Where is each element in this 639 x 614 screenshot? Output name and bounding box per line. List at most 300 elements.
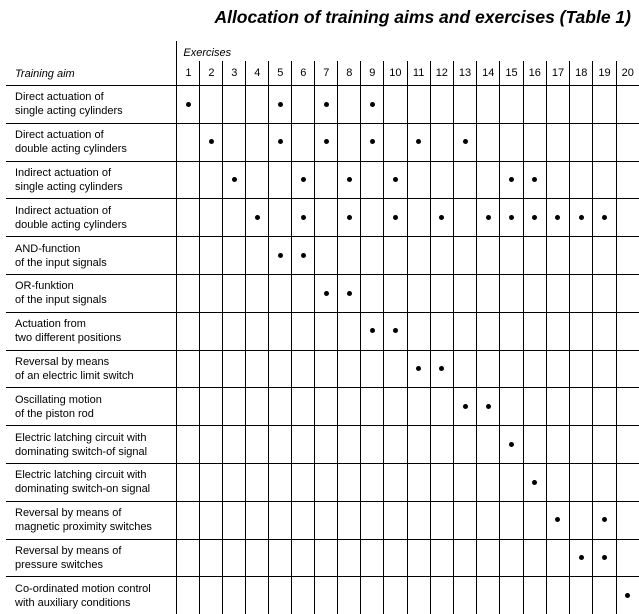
allocation-cell xyxy=(223,123,246,161)
allocation-cell xyxy=(338,237,361,275)
allocation-cell xyxy=(593,237,616,275)
allocation-cell xyxy=(570,463,593,501)
allocation-cell xyxy=(546,463,569,501)
allocation-cell xyxy=(407,539,430,577)
table-row xyxy=(6,161,639,199)
training-aim-line-2: magnetic proximity switches xyxy=(15,520,176,534)
exercise-number-11: 11 xyxy=(407,61,430,86)
allocation-cell xyxy=(523,274,546,312)
allocation-cell xyxy=(616,274,639,312)
allocation-cell xyxy=(477,86,500,124)
table-row xyxy=(6,426,639,464)
exercise-number-19: 19 xyxy=(593,61,616,86)
allocation-cell xyxy=(593,539,616,577)
allocation-cell xyxy=(246,539,269,577)
allocation-cell xyxy=(361,86,384,124)
allocation-cell xyxy=(546,86,569,124)
table-row xyxy=(6,388,639,426)
allocation-cell xyxy=(593,388,616,426)
allocation-dot xyxy=(579,555,584,560)
table-row xyxy=(6,86,639,124)
allocation-cell xyxy=(477,199,500,237)
allocation-cell xyxy=(315,161,338,199)
allocation-cell xyxy=(546,199,569,237)
allocation-cell xyxy=(546,388,569,426)
training-aim-line-2: pressure switches xyxy=(15,558,176,572)
training-aim-label xyxy=(6,161,177,199)
allocation-cell xyxy=(407,501,430,539)
allocation-cell xyxy=(500,463,523,501)
allocation-cell xyxy=(315,237,338,275)
allocation-cell xyxy=(593,426,616,464)
allocation-cell xyxy=(338,501,361,539)
allocation-cell xyxy=(570,350,593,388)
allocation-cell xyxy=(361,161,384,199)
allocation-cell xyxy=(453,86,476,124)
training-aim-line-2: single acting cylinders xyxy=(15,104,176,118)
allocation-dot xyxy=(439,215,444,220)
allocation-cell xyxy=(223,312,246,350)
allocation-cell xyxy=(593,199,616,237)
allocation-cell xyxy=(453,350,476,388)
allocation-cell xyxy=(246,274,269,312)
training-aim-label xyxy=(6,199,177,237)
allocation-dot xyxy=(209,139,214,144)
table-row xyxy=(6,237,639,275)
training-aim-line-1: Indirect actuation of xyxy=(15,166,176,180)
allocation-cell xyxy=(177,426,200,464)
allocation-cell xyxy=(430,463,453,501)
allocation-cell xyxy=(338,274,361,312)
allocation-cell xyxy=(546,237,569,275)
allocation-cell xyxy=(407,123,430,161)
allocation-cell xyxy=(223,274,246,312)
allocation-cell xyxy=(223,463,246,501)
training-aim-label xyxy=(6,312,177,350)
allocation-dot xyxy=(278,253,283,258)
allocation-cell xyxy=(384,577,407,614)
allocation-cell xyxy=(200,312,223,350)
training-aim-line-1: Electric latching circuit with xyxy=(15,431,176,445)
allocation-cell xyxy=(500,237,523,275)
allocation-cell xyxy=(616,539,639,577)
allocation-cell xyxy=(570,388,593,426)
allocation-cell xyxy=(223,237,246,275)
allocation-cell xyxy=(477,161,500,199)
allocation-cell xyxy=(361,237,384,275)
exercises-header: Exercises xyxy=(177,41,639,61)
allocation-cell xyxy=(384,237,407,275)
allocation-cell xyxy=(384,501,407,539)
allocation-cell xyxy=(246,237,269,275)
training-aim-line-2: dominating switch-of signal xyxy=(15,445,176,459)
allocation-cell xyxy=(616,388,639,426)
allocation-table xyxy=(6,41,639,614)
allocation-cell xyxy=(500,426,523,464)
allocation-cell xyxy=(315,350,338,388)
allocation-cell xyxy=(200,161,223,199)
allocation-cell xyxy=(523,426,546,464)
allocation-cell xyxy=(223,539,246,577)
allocation-cell xyxy=(477,388,500,426)
allocation-cell xyxy=(246,350,269,388)
allocation-cell xyxy=(384,274,407,312)
allocation-cell xyxy=(407,274,430,312)
table-row xyxy=(6,577,639,614)
allocation-cell xyxy=(570,161,593,199)
table-row xyxy=(6,312,639,350)
allocation-cell xyxy=(292,161,315,199)
allocation-dot xyxy=(579,215,584,220)
allocation-cell xyxy=(361,350,384,388)
allocation-dot xyxy=(602,215,607,220)
allocation-cell xyxy=(570,539,593,577)
training-aim-line-1: Electric latching circuit with xyxy=(15,468,176,482)
exercise-number-7: 7 xyxy=(315,61,338,86)
allocation-dot xyxy=(532,177,537,182)
training-aim-line-1: Reversal by means of xyxy=(15,544,176,558)
allocation-cell xyxy=(523,388,546,426)
allocation-cell xyxy=(384,312,407,350)
exercise-number-13: 13 xyxy=(453,61,476,86)
allocation-cell xyxy=(269,199,292,237)
allocation-cell xyxy=(593,123,616,161)
allocation-cell xyxy=(246,123,269,161)
allocation-cell xyxy=(292,123,315,161)
allocation-cell xyxy=(430,388,453,426)
training-aim-line-2: of the input signals xyxy=(15,256,176,270)
allocation-dot xyxy=(324,291,329,296)
allocation-cell xyxy=(315,86,338,124)
allocation-dot xyxy=(486,404,491,409)
training-aim-label xyxy=(6,237,177,275)
allocation-cell xyxy=(246,161,269,199)
allocation-cell xyxy=(269,539,292,577)
allocation-cell xyxy=(200,577,223,614)
allocation-cell xyxy=(361,199,384,237)
allocation-cell xyxy=(338,388,361,426)
allocation-cell xyxy=(430,274,453,312)
allocation-cell xyxy=(500,123,523,161)
table-row xyxy=(6,501,639,539)
allocation-cell xyxy=(338,123,361,161)
allocation-cell xyxy=(570,426,593,464)
allocation-cell xyxy=(407,161,430,199)
allocation-cell xyxy=(570,237,593,275)
allocation-dot xyxy=(301,253,306,258)
allocation-cell xyxy=(384,199,407,237)
allocation-cell xyxy=(616,350,639,388)
exercise-number-10: 10 xyxy=(384,61,407,86)
allocation-cell xyxy=(269,237,292,275)
allocation-cell xyxy=(315,123,338,161)
training-aim-label xyxy=(6,426,177,464)
allocation-cell xyxy=(500,501,523,539)
allocation-cell xyxy=(546,274,569,312)
training-aim-line-1: Reversal by means of xyxy=(15,506,176,520)
allocation-cell xyxy=(177,501,200,539)
allocation-cell xyxy=(593,86,616,124)
allocation-dot xyxy=(255,215,260,220)
allocation-cell xyxy=(616,86,639,124)
allocation-cell xyxy=(200,350,223,388)
exercise-number-1: 1 xyxy=(177,61,200,86)
allocation-cell xyxy=(407,237,430,275)
allocation-cell xyxy=(200,237,223,275)
allocation-cell xyxy=(407,86,430,124)
training-aim-line-2: double acting cylinders xyxy=(15,142,176,156)
allocation-dot xyxy=(532,480,537,485)
allocation-cell xyxy=(546,123,569,161)
allocation-cell xyxy=(292,274,315,312)
allocation-cell xyxy=(570,312,593,350)
allocation-cell xyxy=(223,388,246,426)
training-aim-line-2: with auxiliary conditions xyxy=(15,596,176,610)
allocation-cell xyxy=(453,426,476,464)
allocation-cell xyxy=(384,161,407,199)
allocation-dot xyxy=(278,139,283,144)
allocation-dot xyxy=(232,177,237,182)
allocation-cell xyxy=(453,237,476,275)
allocation-dot xyxy=(463,404,468,409)
allocation-cell xyxy=(177,463,200,501)
allocation-dot xyxy=(463,139,468,144)
allocation-cell xyxy=(200,426,223,464)
exercise-number-6: 6 xyxy=(292,61,315,86)
allocation-cell xyxy=(616,237,639,275)
allocation-cell xyxy=(430,501,453,539)
allocation-cell xyxy=(523,539,546,577)
allocation-cell xyxy=(616,199,639,237)
allocation-cell xyxy=(616,577,639,614)
allocation-cell xyxy=(338,539,361,577)
allocation-dot xyxy=(509,442,514,447)
allocation-dot xyxy=(347,177,352,182)
allocation-cell xyxy=(292,577,315,614)
allocation-cell xyxy=(177,312,200,350)
allocation-cell xyxy=(477,501,500,539)
training-aim-label xyxy=(6,539,177,577)
allocation-cell xyxy=(338,350,361,388)
allocation-cell xyxy=(477,463,500,501)
allocation-cell xyxy=(200,501,223,539)
allocation-cell xyxy=(177,123,200,161)
allocation-cell xyxy=(407,463,430,501)
allocation-cell xyxy=(546,350,569,388)
exercise-number-12: 12 xyxy=(430,61,453,86)
allocation-cell xyxy=(177,86,200,124)
allocation-cell xyxy=(523,577,546,614)
allocation-cell xyxy=(292,86,315,124)
allocation-cell xyxy=(315,388,338,426)
training-aim-line-2: double acting cylinders xyxy=(15,218,176,232)
allocation-cell xyxy=(223,199,246,237)
allocation-cell xyxy=(246,577,269,614)
allocation-cell xyxy=(200,539,223,577)
allocation-cell xyxy=(500,312,523,350)
allocation-dot xyxy=(439,366,444,371)
allocation-cell xyxy=(453,199,476,237)
allocation-cell xyxy=(407,199,430,237)
allocation-cell xyxy=(570,274,593,312)
allocation-cell xyxy=(177,350,200,388)
exercise-number-20: 20 xyxy=(616,61,639,86)
allocation-cell xyxy=(384,86,407,124)
training-aim-label xyxy=(6,388,177,426)
allocation-cell xyxy=(407,577,430,614)
training-aim-line-1: Co-ordinated motion control xyxy=(15,582,176,596)
allocation-cell xyxy=(593,161,616,199)
allocation-cell xyxy=(361,577,384,614)
allocation-cell xyxy=(177,577,200,614)
allocation-dot xyxy=(301,177,306,182)
allocation-cell xyxy=(223,501,246,539)
allocation-cell xyxy=(546,539,569,577)
allocation-cell xyxy=(500,539,523,577)
allocation-cell xyxy=(361,312,384,350)
allocation-cell xyxy=(500,388,523,426)
allocation-cell xyxy=(593,501,616,539)
allocation-cell xyxy=(246,199,269,237)
allocation-cell xyxy=(292,463,315,501)
allocation-cell xyxy=(477,577,500,614)
exercise-number-5: 5 xyxy=(269,61,292,86)
allocation-dot xyxy=(324,102,329,107)
allocation-dot xyxy=(602,555,607,560)
allocation-dot xyxy=(347,291,352,296)
allocation-cell xyxy=(430,123,453,161)
allocation-cell xyxy=(246,463,269,501)
allocation-cell xyxy=(292,199,315,237)
exercise-number-3: 3 xyxy=(223,61,246,86)
allocation-cell xyxy=(477,274,500,312)
allocation-cell xyxy=(315,501,338,539)
allocation-cell xyxy=(616,501,639,539)
allocation-cell xyxy=(338,577,361,614)
allocation-cell xyxy=(292,388,315,426)
allocation-cell xyxy=(430,350,453,388)
allocation-dot xyxy=(416,139,421,144)
allocation-cell xyxy=(570,577,593,614)
allocation-dot xyxy=(625,593,630,598)
allocation-cell xyxy=(223,426,246,464)
allocation-cell xyxy=(616,426,639,464)
allocation-cell xyxy=(593,312,616,350)
allocation-dot xyxy=(393,215,398,220)
allocation-cell xyxy=(200,388,223,426)
allocation-cell xyxy=(361,539,384,577)
allocation-dot xyxy=(278,102,283,107)
allocation-cell xyxy=(570,199,593,237)
allocation-cell xyxy=(523,237,546,275)
allocation-cell xyxy=(338,312,361,350)
allocation-cell xyxy=(407,388,430,426)
allocation-cell xyxy=(570,86,593,124)
allocation-dot xyxy=(555,517,560,522)
exercise-number-18: 18 xyxy=(570,61,593,86)
allocation-cell xyxy=(430,312,453,350)
allocation-cell xyxy=(407,350,430,388)
table-row xyxy=(6,199,639,237)
allocation-cell xyxy=(200,86,223,124)
allocation-cell xyxy=(430,199,453,237)
allocation-cell xyxy=(500,86,523,124)
allocation-cell xyxy=(570,123,593,161)
allocation-cell xyxy=(223,161,246,199)
exercise-number-15: 15 xyxy=(500,61,523,86)
allocation-cell xyxy=(430,539,453,577)
allocation-cell xyxy=(292,426,315,464)
allocation-cell xyxy=(361,501,384,539)
allocation-cell xyxy=(546,161,569,199)
allocation-cell xyxy=(338,161,361,199)
training-aim-label xyxy=(6,463,177,501)
allocation-cell xyxy=(338,86,361,124)
allocation-cell xyxy=(453,501,476,539)
allocation-cell xyxy=(269,274,292,312)
allocation-cell xyxy=(453,312,476,350)
allocation-cell xyxy=(292,350,315,388)
allocation-dot xyxy=(393,177,398,182)
allocation-cell xyxy=(269,577,292,614)
allocation-dot xyxy=(416,366,421,371)
allocation-cell xyxy=(430,86,453,124)
allocation-cell xyxy=(407,312,430,350)
allocation-cell xyxy=(616,312,639,350)
allocation-cell xyxy=(453,577,476,614)
allocation-dot xyxy=(602,517,607,522)
allocation-cell xyxy=(177,388,200,426)
allocation-cell xyxy=(246,312,269,350)
allocation-dot xyxy=(370,328,375,333)
allocation-cell xyxy=(430,426,453,464)
allocation-cell xyxy=(200,123,223,161)
allocation-cell xyxy=(361,388,384,426)
allocation-cell xyxy=(315,199,338,237)
training-aim-label xyxy=(6,123,177,161)
training-aim-line-1: OR-funktion xyxy=(15,279,176,293)
allocation-cell xyxy=(292,501,315,539)
allocation-cell xyxy=(546,577,569,614)
allocation-cell xyxy=(269,501,292,539)
allocation-dot xyxy=(555,215,560,220)
allocation-cell xyxy=(546,501,569,539)
training-aim-line-1: Oscillating motion xyxy=(15,393,176,407)
allocation-cell xyxy=(500,161,523,199)
allocation-dot xyxy=(370,102,375,107)
allocation-cell xyxy=(616,123,639,161)
allocation-cell xyxy=(338,426,361,464)
allocation-cell xyxy=(246,86,269,124)
table-row xyxy=(6,123,639,161)
training-aim-label xyxy=(6,86,177,124)
allocation-cell xyxy=(315,577,338,614)
allocation-cell xyxy=(177,161,200,199)
allocation-cell xyxy=(477,426,500,464)
allocation-cell xyxy=(523,350,546,388)
allocation-cell xyxy=(384,426,407,464)
allocation-cell xyxy=(384,463,407,501)
allocation-cell xyxy=(315,274,338,312)
allocation-cell xyxy=(593,577,616,614)
allocation-cell xyxy=(338,463,361,501)
table-title: Allocation of training aims and exercises (Table 1) xyxy=(214,7,631,28)
allocation-cell xyxy=(246,426,269,464)
allocation-cell xyxy=(453,388,476,426)
allocation-cell xyxy=(361,123,384,161)
allocation-cell xyxy=(269,161,292,199)
allocation-cell xyxy=(593,350,616,388)
